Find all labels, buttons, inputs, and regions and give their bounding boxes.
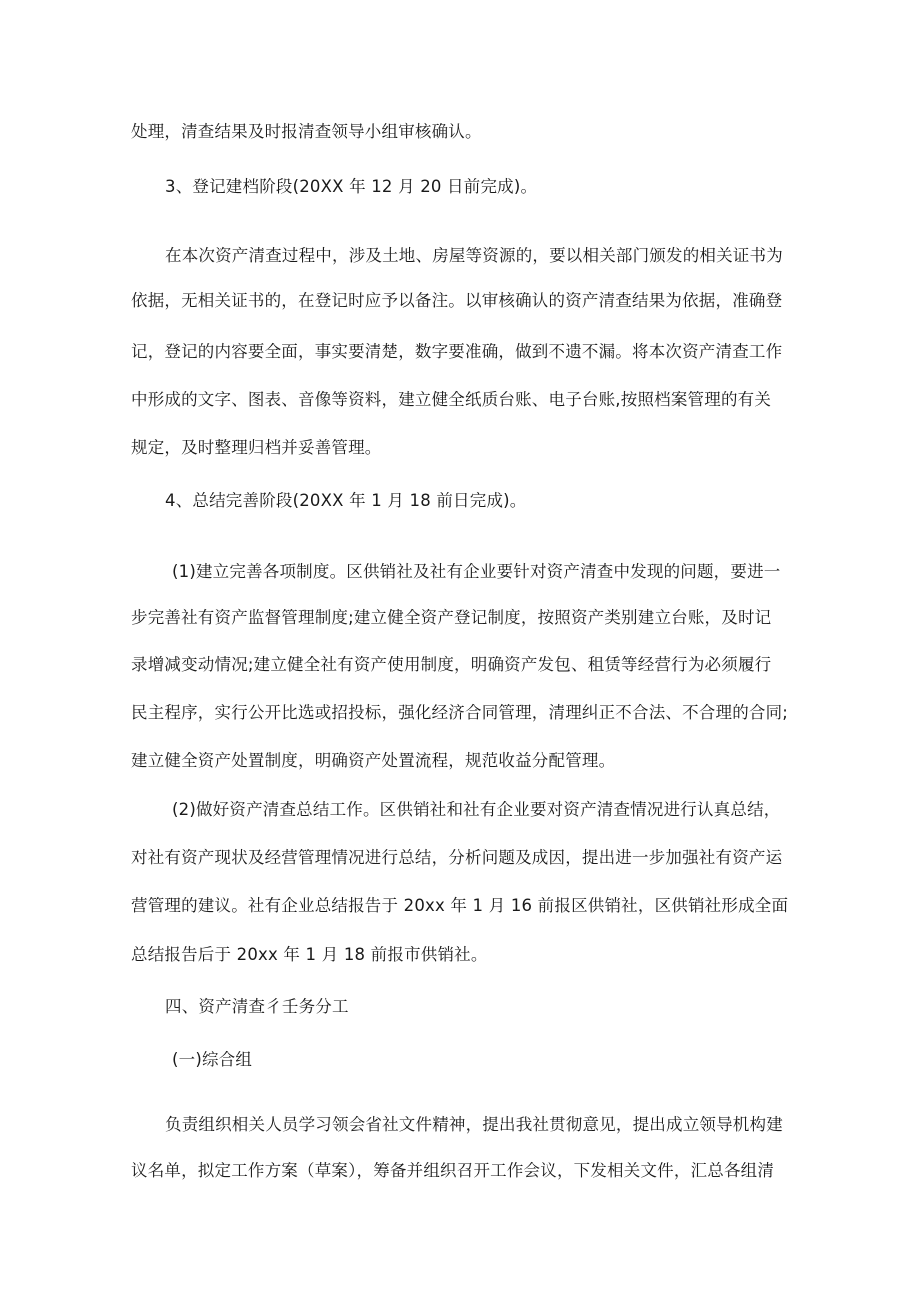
text-line: (1)建立完善各项制度。区供销社及社有企业要针对资产清查中发现的问题，要进一 bbox=[172, 562, 781, 581]
section-heading: 3、登记建档阶段(20XX 年 12 月 20 日前完成)。 bbox=[165, 177, 538, 196]
text-line: 步完善社有资产监督管理制度;建立健全资产登记制度，按照资产类别建立台账，及时记 bbox=[131, 608, 772, 627]
text-line: 议名单，拟定工作方案（草案），筹备并组织召开工作会议，下发相关文件，汇总各组清 bbox=[131, 1161, 775, 1180]
text-line: 规定，及时整理归档并妥善管理。 bbox=[131, 438, 382, 457]
section-heading: 四、资产清查彳壬务分工 bbox=[165, 997, 349, 1016]
subsection-heading: (一)综合组 bbox=[172, 1050, 253, 1069]
text-line: 对社有资产现状及经营管理情况进行总结，分析问题及成因，提出进一步加强社有资产运 bbox=[131, 848, 783, 867]
text-line: 录增减变动情况;建立健全社有资产使用制度，明确资产发包、租赁等经营行为必须履行 bbox=[131, 655, 772, 674]
text-line: 中形成的文字、图表、音像等资料，建立健全纸质台账、电子台账,按照档案管理的有关 bbox=[131, 390, 772, 409]
text-line: 负责组织相关人员学习领会省社文件精神，提出我社贯彻意见，提出成立领导机构建 bbox=[165, 1115, 783, 1134]
text-line: 在本次资产清查过程中，涉及土地、房屋等资源的，要以相关部门颁发的相关证书为 bbox=[165, 246, 783, 265]
text-line: (2)做好资产清查总结工作。区供销社和社有企业要对资产清查情况进行认真总结， bbox=[172, 800, 781, 819]
text-line: 民主程序，实行公开比选或招投标，强化经济合同管理，清理纠正不合法、不合理的合同; bbox=[131, 703, 789, 722]
text-line: 营管理的建议。社有企业总结报告于 20xx 年 1 月 16 前报区供销社，区供销社形成全面 bbox=[131, 896, 789, 915]
text-line: 处理，清查结果及时报清查领导小组审核确认。 bbox=[131, 122, 482, 141]
text-line: 建立健全资产处置制度，明确资产处置流程，规范收益分配管理。 bbox=[131, 751, 616, 770]
section-heading: 4、总结完善阶段(20XX 年 1 月 18 前日完成)。 bbox=[165, 491, 527, 510]
text-line: 总结报告后于 20xx 年 1 月 18 前报市供销社。 bbox=[131, 945, 488, 964]
text-line: 依据，无相关证书的，在登记时应予以备注。以审核确认的资产清查结果为依据，准确登 bbox=[131, 291, 783, 310]
text-line: 记，登记的内容要全面，事实要清楚，数字要准确，做到不遗不漏。将本次资产清查工作 bbox=[131, 342, 783, 361]
